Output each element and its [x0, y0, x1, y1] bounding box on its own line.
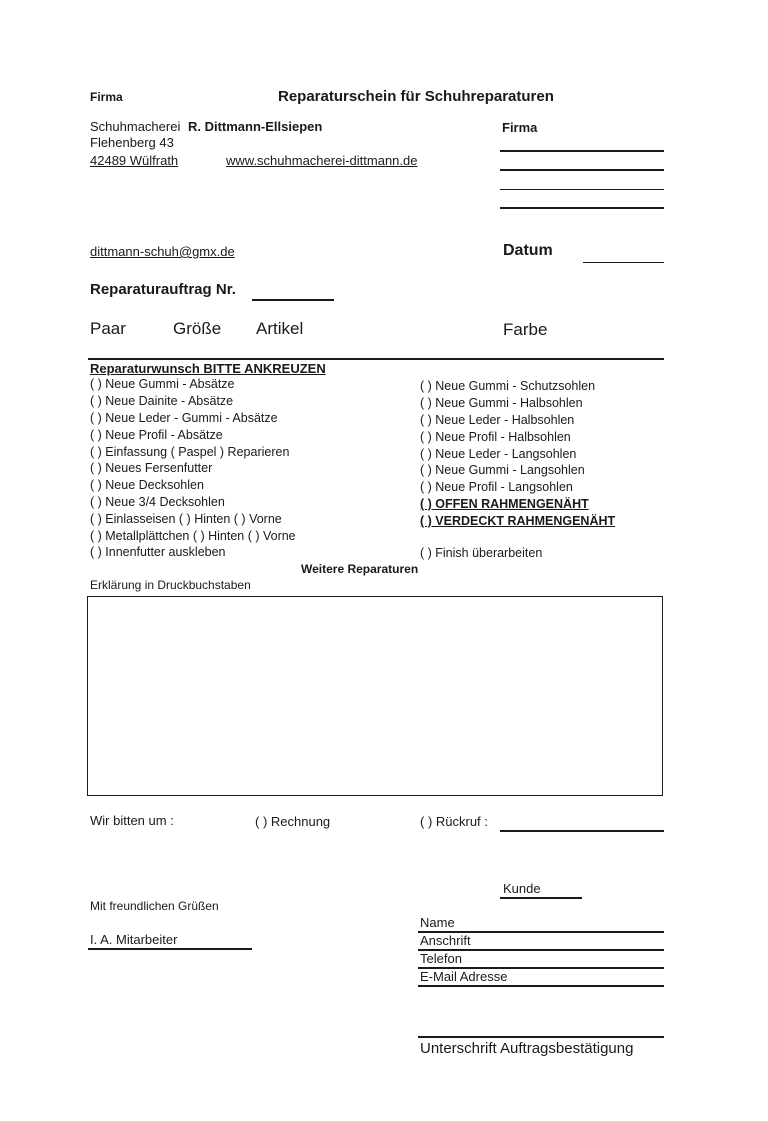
repair-option[interactable]: ( ) Innenfutter auskleben [90, 545, 226, 559]
repair-option[interactable]: ( ) Neue Dainite - Absätze [90, 394, 234, 408]
column-groesse: Größe [173, 319, 222, 338]
repair-option[interactable]: ( ) Neue Gummi - Schutzsohlen [420, 379, 596, 393]
repair-option[interactable]: ( ) Neue Gummi - Langsohlen [420, 463, 585, 477]
confirmation-label: Unterschrift Auftragsbestätigung [420, 1040, 634, 1057]
erklaerung-label: Erklärung in Druckbuchstaben [90, 578, 251, 592]
request-label: Wir bitten um : [90, 813, 174, 828]
recipient-line-4[interactable] [500, 207, 664, 209]
repair-option[interactable]: ( ) Neue Leder - Gummi - Absätze [90, 411, 278, 425]
repair-option[interactable]: ( ) Metallplättchen ( ) Hinten ( ) Vorne [90, 529, 296, 543]
column-paar: Paar [90, 319, 126, 338]
confirmation-signature-line[interactable] [418, 1036, 664, 1038]
recipient-line-3[interactable] [500, 189, 664, 190]
order-number-field[interactable] [252, 299, 334, 301]
sender-company [90, 119, 322, 134]
form-title: Reparaturschein für Schuhreparaturen [278, 88, 554, 105]
repair-option-finish[interactable]: ( ) Finish überarbeiten [420, 546, 543, 560]
column-artikel: Artikel [256, 319, 304, 338]
repair-option[interactable]: ( ) Neue Leder - Langsohlen [420, 447, 577, 461]
explanation-textarea[interactable] [87, 596, 663, 796]
columns-divider [88, 358, 664, 360]
repair-option[interactable]: ( ) Neue Gummi - Halbsohlen [420, 396, 583, 410]
sender-website[interactable]: www.schuhmacherei-dittmann.de [226, 153, 418, 168]
request-rueckruf-option[interactable]: ( ) Rückruf : [420, 814, 488, 829]
sender-email[interactable]: dittmann-schuh@gmx.de [90, 244, 235, 259]
weitere-reparaturen-heading: Weitere Reparaturen [301, 562, 419, 576]
repair-option-verdeckt-rahmengenaeht[interactable]: ( ) VERDECKT RAHMENGENÄHT [420, 514, 616, 528]
column-farbe: Farbe [503, 320, 548, 339]
customer-phone-label: Telefon [420, 951, 462, 966]
customer-address-label: Anschrift [420, 933, 471, 948]
closing-greeting: Mit freundlichen Grüßen [90, 899, 219, 913]
datum-field[interactable] [583, 262, 664, 263]
firma-label-right: Firma [502, 120, 538, 135]
recipient-line-2[interactable] [500, 169, 664, 171]
customer-heading-underline [500, 897, 582, 899]
customer-email-field[interactable] [418, 985, 664, 987]
repair-heading: Reparaturwunsch BITTE ANKREUZEN [90, 361, 326, 376]
repair-option[interactable]: ( ) Einfassung ( Paspel ) Reparieren [90, 445, 290, 459]
company-prefix: Schuhmacherei [90, 119, 181, 134]
repair-option[interactable]: ( ) Neue Decksohlen [90, 478, 204, 492]
sender-city: 42489 Wülfrath [90, 153, 179, 168]
closing-signature-label: I. A. Mitarbeiter [90, 932, 178, 947]
datum-label: Datum [503, 242, 553, 259]
repair-option[interactable]: ( ) Neue Leder - Halbsohlen [420, 413, 575, 427]
customer-email-label: E-Mail Adresse [420, 969, 508, 984]
repair-option[interactable]: ( ) Neues Fersenfutter [90, 461, 213, 475]
order-number-label: Reparaturauftrag Nr. [90, 281, 236, 298]
customer-name-label: Name [420, 915, 455, 930]
rueckruf-field[interactable] [500, 830, 664, 832]
request-rechnung-option[interactable]: ( ) Rechnung [255, 814, 331, 829]
firma-label-left: Firma [90, 90, 123, 104]
recipient-line-1[interactable] [500, 150, 664, 152]
repair-option[interactable]: ( ) Neue Profil - Absätze [90, 428, 223, 442]
repair-option[interactable]: ( ) Neue Gummi - Absätze [90, 377, 235, 391]
signature-line[interactable] [88, 948, 252, 950]
repair-option[interactable]: ( ) Neue Profil - Halbsohlen [420, 430, 571, 444]
customer-heading: Kunde [503, 881, 541, 896]
repair-option-offen-rahmengenaeht[interactable]: ( ) OFFEN RAHMENGENÄHT [420, 497, 589, 511]
company-name: R. Dittmann-Ellsiepen [187, 119, 323, 134]
sender-street: Flehenberg 43 [90, 135, 174, 150]
repair-option[interactable]: ( ) Einlasseisen ( ) Hinten ( ) Vorne [90, 512, 282, 526]
repair-option[interactable]: ( ) Neue Profil - Langsohlen [420, 480, 573, 494]
repair-option[interactable]: ( ) Neue 3/4 Decksohlen [90, 495, 225, 509]
